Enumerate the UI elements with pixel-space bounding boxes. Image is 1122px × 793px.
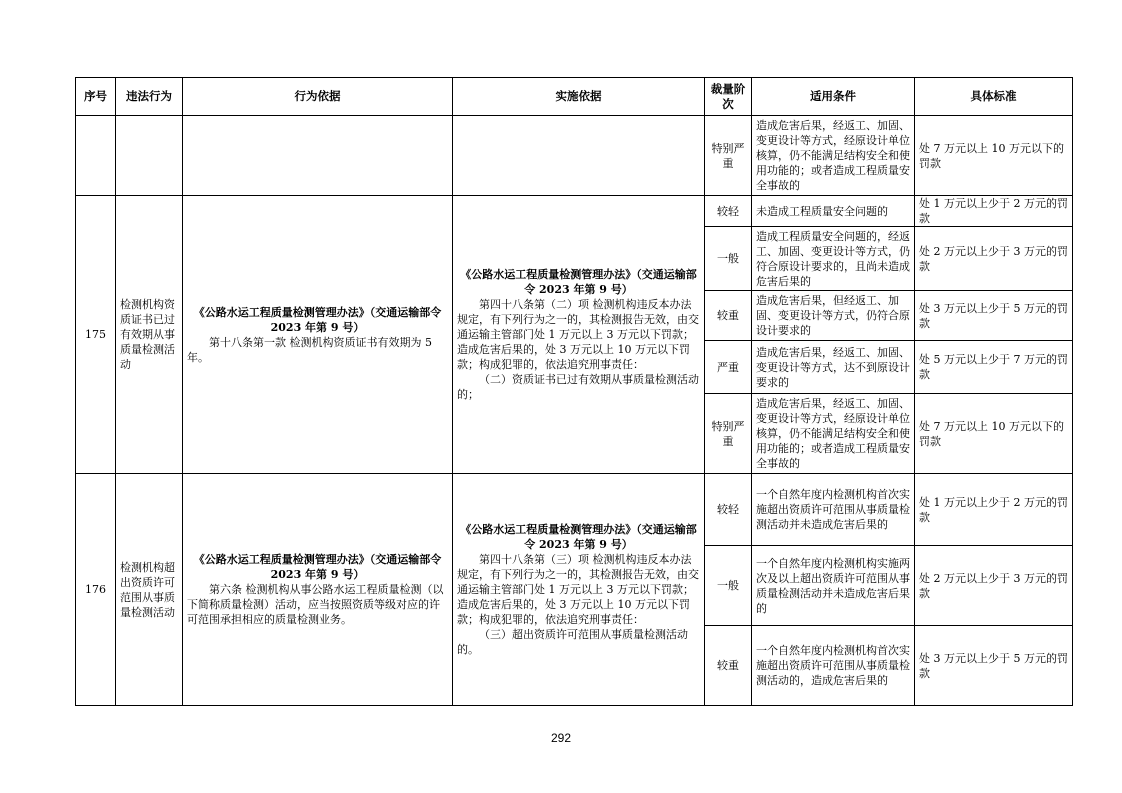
impl-item: （三）超出资质许可范围从事质量检测活动的。 (457, 628, 688, 656)
page-number: 292 (550, 731, 572, 745)
condition-cell: 造成危害后果，经返工、加固、变更设计等方式，经原设计单位核算，仍不能满足结构安全和使用功能的；或者造成工程质量安全事故的 (752, 394, 915, 474)
cont-act-cell (116, 116, 183, 196)
level-cell: 一般 (705, 227, 752, 291)
penalty-table (75, 77, 1073, 706)
standard-cell: 处 7 万元以上 10 万元以下的罚款 (915, 394, 1073, 474)
basis-law-title: 《公路水运工程质量检测管理办法》（交通运输部令 2023 年第 9 号） (193, 305, 442, 334)
standard-cell: 处 7 万元以上 10 万元以下的罚款 (915, 116, 1073, 196)
condition-cell: 未造成工程质量安全问题的 (752, 196, 915, 227)
level-cell: 较重 (705, 626, 752, 706)
condition-cell: 一个自然年度内检测机构首次实施超出资质许可范围从事质量检测活动的，造成危害后果的 (752, 626, 915, 706)
cont-impl-cell (453, 116, 705, 196)
header-no: 序号 (76, 78, 116, 116)
level-cell: 较轻 (705, 474, 752, 546)
level-cell: 特别严重 (705, 116, 752, 196)
impl-cell (453, 196, 705, 474)
standard-cell: 处 3 万元以上少于 5 万元的罚款 (915, 626, 1073, 706)
standard-cell: 处 2 万元以上少于 3 万元的罚款 (915, 546, 1073, 626)
basis-clause: 第六条 检测机构从事公路水运工程质量检测（以下简称质量检测）活动，应当按照资质等级对应的许可范围承担相应的质量检测业务。 (187, 583, 444, 626)
row-number: 175 (76, 196, 116, 474)
table-row-continuation (76, 116, 1073, 196)
condition-cell: 一个自然年度内检测机构首次实施超出资质许可范围从事质量检测活动并未造成危害后果的 (752, 474, 915, 546)
level-cell: 严重 (705, 341, 752, 394)
impl-cell (453, 474, 705, 706)
header-act: 违法行为 (116, 78, 183, 116)
basis-law-title: 《公路水运工程质量检测管理办法》（交通运输部令 2023 年第 9 号） (193, 553, 442, 581)
impl-item: （二）资质证书已过有效期从事质量检测活动的； (457, 373, 699, 401)
level-cell: 较重 (705, 291, 752, 341)
header-cond: 适用条件 (752, 78, 915, 116)
condition-cell: 造成危害后果，经返工、加固、变更设计等方式，经原设计单位核算，仍不能满足结构安全和使用功能的；或者造成工程质量安全事故的 (752, 116, 915, 196)
impl-law-title: 《公路水运工程质量检测管理办法》（交通运输部令 2023 年第 9 号） (460, 268, 697, 296)
basis-clause: 第十八条第一款 检测机构资质证书有效期为 5 年。 (187, 335, 432, 364)
table-row-176 (76, 474, 1073, 546)
standard-cell: 处 1 万元以上少于 2 万元的罚款 (915, 196, 1073, 227)
impl-law-title: 《公路水运工程质量检测管理办法》（交通运输部令 2023 年第 9 号） (460, 523, 697, 551)
cont-basis-cell (183, 116, 453, 196)
row-number: 176 (76, 474, 116, 706)
condition-cell: 造成危害后果，但经返工、加固、变更设计等方式，仍符合原设计要求的 (752, 291, 915, 341)
level-cell: 特别严重 (705, 394, 752, 474)
standard-cell: 处 1 万元以上少于 2 万元的罚款 (915, 474, 1073, 546)
basis-cell (183, 474, 453, 706)
header-std: 具体标准 (915, 78, 1073, 116)
condition-cell: 造成工程质量安全问题的，经返工、加固、变更设计等方式，仍符合原设计要求的，且尚未造成危害后果的 (752, 227, 915, 291)
level-cell: 一般 (705, 546, 752, 626)
impl-clause: 第四十八条第（三）项 检测机构违反本办法规定，有下列行为之一的，其检测报告无效，由交通运输主管部门处 1 万元以上 3 万元以下罚款；造成危害后果的，处 3 万元以上 10 万元以下罚款；构成犯罪的，依法追究刑事责任： (457, 553, 699, 626)
level-cell: 较轻 (705, 196, 752, 227)
condition-cell: 造成危害后果，经返工、加固、变更设计等方式，达不到原设计要求的 (752, 341, 915, 394)
table-row-175 (76, 196, 1073, 227)
violation-cell: 检测机构资质证书已过有效期从事质量检测活动 (116, 196, 183, 474)
condition-cell: 一个自然年度内检测机构实施两次及以上超出资质许可范围从事质量检测活动并未造成危害后果的 (752, 546, 915, 626)
header-row (76, 78, 1073, 116)
basis-cell (183, 196, 453, 474)
impl-clause: 第四十八条第（二）项 检测机构违反本办法规定，有下列行为之一的，其检测报告无效，由交通运输主管部门处 1 万元以上 3 万元以下罚款；造成危害后果的，处 3 万元以上 10 万元以下罚款；构成犯罪的，依法追究刑事责任： (457, 298, 699, 371)
header-level: 裁量阶次 (705, 78, 752, 116)
header-basis: 行为依据 (183, 78, 453, 116)
standard-cell: 处 3 万元以上少于 5 万元的罚款 (915, 291, 1073, 341)
standard-cell: 处 2 万元以上少于 3 万元的罚款 (915, 227, 1073, 291)
cont-no-cell (76, 116, 116, 196)
header-impl: 实施依据 (453, 78, 705, 116)
violation-cell: 检测机构超出资质许可范围从事质量检测活动 (116, 474, 183, 706)
standard-cell: 处 5 万元以上少于 7 万元的罚款 (915, 341, 1073, 394)
